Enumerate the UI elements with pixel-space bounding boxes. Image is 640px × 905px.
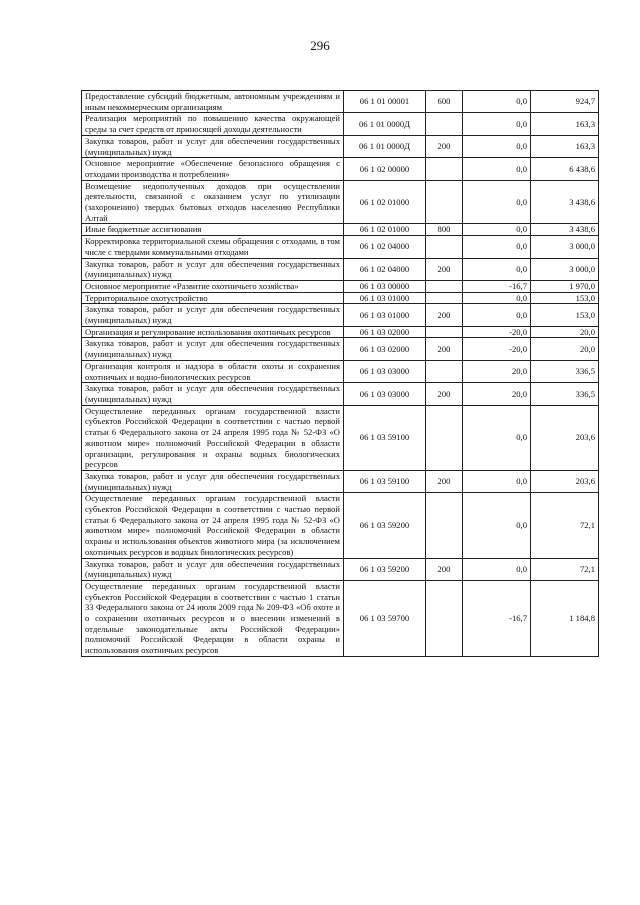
total-amount: 6 438,6	[531, 158, 599, 180]
table-row	[82, 338, 599, 360]
total-amount: 924,7	[531, 91, 599, 113]
target-article-code: 06 1 03 59100	[344, 470, 426, 492]
total-amount: 163,3	[531, 135, 599, 157]
item-name: Осуществление переданных органам государственной власти субъектов Российской Федерации в соответствии с частью первой статьи 6 Федерального закона от 24 апреля 1995 года № 52-ФЗ «О животном мире» полномочий Российской Федерации в области охраны и использования объектов животного мира (за исключением охотничьих ресурсов и водных биологических ресурсов)	[82, 493, 344, 558]
target-article-code: 06 1 03 59700	[344, 580, 426, 656]
expense-type-code	[426, 292, 463, 304]
expense-type-code	[426, 360, 463, 382]
change-amount: 0,0	[463, 304, 531, 326]
change-amount: 0,0	[463, 236, 531, 258]
expense-type-code: 200	[426, 338, 463, 360]
total-amount: 3 438,6	[531, 224, 599, 236]
change-amount: 0,0	[463, 158, 531, 180]
expense-type-code: 200	[426, 304, 463, 326]
expense-type-code	[426, 580, 463, 656]
table-row	[82, 236, 599, 258]
table-row	[82, 558, 599, 580]
total-amount: 336,5	[531, 383, 599, 405]
total-amount: 1 184,8	[531, 580, 599, 656]
table-row	[82, 280, 599, 292]
item-name: Закупка товаров, работ и услуг для обеспечения государственных (муниципальных) нужд	[82, 338, 344, 360]
expense-type-code	[426, 158, 463, 180]
item-name: Корректировка территориальной схемы обращения с отходами, в том числе с твердыми коммунальными отходами	[82, 236, 344, 258]
table-row	[82, 493, 599, 558]
expense-type-code: 200	[426, 383, 463, 405]
target-article-code: 06 1 03 59100	[344, 405, 426, 470]
expense-type-code	[426, 180, 463, 224]
table-row	[82, 360, 599, 382]
total-amount: 20,0	[531, 338, 599, 360]
table-row	[82, 224, 599, 236]
item-name: Организация и регулирование использования охотничьих ресурсов	[82, 326, 344, 338]
target-article-code: 06 1 02 01000	[344, 224, 426, 236]
expense-type-code	[426, 113, 463, 135]
change-amount: -20,0	[463, 338, 531, 360]
total-amount: 336,5	[531, 360, 599, 382]
change-amount: 20,0	[463, 383, 531, 405]
table-row	[82, 180, 599, 224]
item-name: Территориальное охотустройство	[82, 292, 344, 304]
change-amount: 0,0	[463, 493, 531, 558]
total-amount: 153,0	[531, 292, 599, 304]
expense-type-code	[426, 280, 463, 292]
item-name: Осуществление переданных органам государственной власти субъектов Российской Федерации в соответствии с частью 1 статьи 33 Федерального закона от 24 июля 2009 года № 209-ФЗ «Об охоте и о сохранении охотничьих ресурсов и о внесении изменений в отдельные законодательные акты Российской Федерации» полномочий Российской Федерации в области охраны и использования охотничьих ресурсов	[82, 580, 344, 656]
expense-type-code: 200	[426, 258, 463, 280]
total-amount: 20,0	[531, 326, 599, 338]
change-amount: 0,0	[463, 292, 531, 304]
change-amount: 0,0	[463, 258, 531, 280]
item-name: Закупка товаров, работ и услуг для обеспечения государственных (муниципальных) нужд	[82, 383, 344, 405]
change-amount: 0,0	[463, 113, 531, 135]
total-amount: 3 000,0	[531, 258, 599, 280]
change-amount: 0,0	[463, 558, 531, 580]
total-amount: 203,6	[531, 470, 599, 492]
table-row	[82, 383, 599, 405]
item-name: Реализация мероприятий по повышению качества окружающей среды за счет средств от приносящей доходы деятельности	[82, 113, 344, 135]
table-row	[82, 304, 599, 326]
target-article-code: 06 1 03 03000	[344, 360, 426, 382]
total-amount: 3 438,6	[531, 180, 599, 224]
change-amount: 0,0	[463, 135, 531, 157]
expense-type-code: 600	[426, 91, 463, 113]
expense-type-code	[426, 493, 463, 558]
item-name: Закупка товаров, работ и услуг для обеспечения государственных (муниципальных) нужд	[82, 558, 344, 580]
expense-type-code: 200	[426, 135, 463, 157]
total-amount: 72,1	[531, 493, 599, 558]
table-row	[82, 135, 599, 157]
target-article-code: 06 1 02 04000	[344, 258, 426, 280]
total-amount: 163,3	[531, 113, 599, 135]
table-row	[82, 113, 599, 135]
budget-table	[81, 90, 599, 657]
table-row	[82, 326, 599, 338]
table-row	[82, 470, 599, 492]
target-article-code: 06 1 02 01000	[344, 180, 426, 224]
item-name: Закупка товаров, работ и услуг для обеспечения государственных (муниципальных) нужд	[82, 304, 344, 326]
change-amount: 20,0	[463, 360, 531, 382]
target-article-code: 06 1 03 02000	[344, 326, 426, 338]
target-article-code: 06 1 03 02000	[344, 338, 426, 360]
target-article-code: 06 1 03 59200	[344, 493, 426, 558]
total-amount: 3 000,0	[531, 236, 599, 258]
target-article-code: 06 1 01 00001	[344, 91, 426, 113]
change-amount: -16,7	[463, 580, 531, 656]
table-row	[82, 292, 599, 304]
change-amount: 0,0	[463, 91, 531, 113]
change-amount: -16,7	[463, 280, 531, 292]
item-name: Закупка товаров, работ и услуг для обеспечения государственных (муниципальных) нужд	[82, 135, 344, 157]
budget-table-body	[82, 91, 599, 657]
target-article-code: 06 1 01 0000Д	[344, 113, 426, 135]
item-name: Основное мероприятие «Обеспечение безопасного обращения с отходами производства и потребления»	[82, 158, 344, 180]
item-name: Иные бюджетные ассигнования	[82, 224, 344, 236]
total-amount: 72,1	[531, 558, 599, 580]
item-name: Закупка товаров, работ и услуг для обеспечения государственных (муниципальных) нужд	[82, 258, 344, 280]
change-amount: 0,0	[463, 180, 531, 224]
item-name: Основное мероприятие «Развитие охотничьего хозяйства»	[82, 280, 344, 292]
expense-type-code: 800	[426, 224, 463, 236]
table-row	[82, 91, 599, 113]
change-amount: 0,0	[463, 405, 531, 470]
expense-type-code: 200	[426, 470, 463, 492]
target-article-code: 06 1 02 00000	[344, 158, 426, 180]
target-article-code: 06 1 03 59200	[344, 558, 426, 580]
page-number: 296	[310, 38, 330, 53]
total-amount: 153,0	[531, 304, 599, 326]
change-amount: 0,0	[463, 224, 531, 236]
item-name: Возмещение недополученных доходов при осуществлении деятельности, связанной с оказанием услуг по утилизации (захоронению) твердых бытовых отходов населению Республики Алтай	[82, 180, 344, 224]
target-article-code: 06 1 03 01000	[344, 292, 426, 304]
expense-type-code: 200	[426, 558, 463, 580]
total-amount: 1 970,0	[531, 280, 599, 292]
item-name: Закупка товаров, работ и услуг для обеспечения государственных (муниципальных) нужд	[82, 470, 344, 492]
table-row	[82, 405, 599, 470]
total-amount: 203,6	[531, 405, 599, 470]
item-name: Предоставление субсидий бюджетным, автономным учреждениям и иным некоммерческим организациям	[82, 91, 344, 113]
target-article-code: 06 1 03 03000	[344, 383, 426, 405]
target-article-code: 06 1 01 0000Д	[344, 135, 426, 157]
expense-type-code	[426, 236, 463, 258]
table-row	[82, 258, 599, 280]
expense-type-code	[426, 326, 463, 338]
change-amount: -20,0	[463, 326, 531, 338]
target-article-code: 06 1 02 04000	[344, 236, 426, 258]
table-row	[82, 158, 599, 180]
change-amount: 0,0	[463, 470, 531, 492]
target-article-code: 06 1 03 01000	[344, 304, 426, 326]
expense-type-code	[426, 405, 463, 470]
item-name: Организация контроля и надзора в области охоты и сохранения охотничьих и водно-биологических ресурсов	[82, 360, 344, 382]
item-name: Осуществление переданных органам государственной власти субъектов Российской Федерации в соответствии с частью первой статьи 6 Федерального закона от 24 апреля 1995 года № 52-ФЗ «О животном мире» полномочий Российской Федерации в области организации, регулирования и охраны водных биологических ресурсов	[82, 405, 344, 470]
target-article-code: 06 1 03 00000	[344, 280, 426, 292]
table-row	[82, 580, 599, 656]
